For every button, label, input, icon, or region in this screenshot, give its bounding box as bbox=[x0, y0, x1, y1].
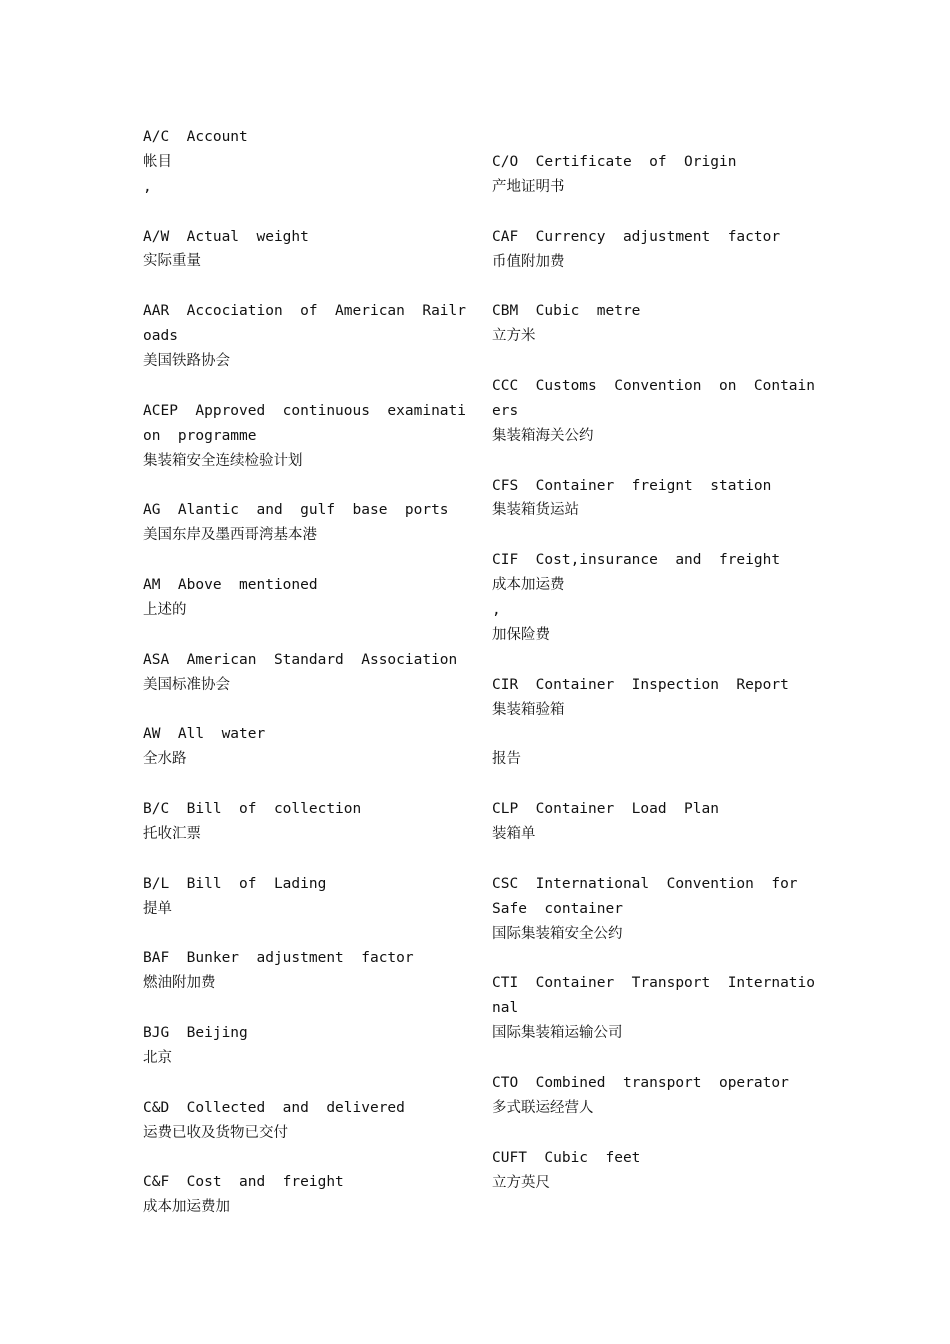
blank-line bbox=[143, 548, 473, 573]
glossary-line: 全水路 bbox=[143, 751, 187, 768]
glossary-line: 美国铁路协会 bbox=[143, 353, 230, 370]
glossary-line: 托收汇票 bbox=[143, 825, 201, 842]
glossary-line: C/O Certificate of Origin bbox=[492, 154, 737, 170]
glossary-line: 成本加运费 bbox=[492, 577, 565, 594]
blank-line bbox=[492, 523, 812, 548]
left-glossary-column bbox=[143, 125, 473, 1220]
glossary-line: BAF Bunker adjustment factor bbox=[143, 950, 414, 967]
glossary-line: AG Alantic and gulf base ports bbox=[143, 502, 449, 519]
glossary-line: C&F Cost and freight bbox=[143, 1174, 344, 1191]
glossary-line: CCC Customs Convention on Contain bbox=[492, 378, 816, 395]
glossary-line: , bbox=[143, 178, 152, 195]
glossary-line: ASA American Standard Association bbox=[143, 651, 458, 668]
glossary-line: 提单 bbox=[143, 900, 172, 917]
blank-line bbox=[143, 1071, 473, 1096]
blank-line bbox=[492, 648, 812, 673]
blank-line bbox=[143, 996, 473, 1021]
glossary-line: 美国标准协会 bbox=[143, 676, 230, 693]
glossary-line: 集装箱验箱 bbox=[492, 701, 565, 718]
glossary-line: CTO Combined transport operator bbox=[492, 1074, 789, 1091]
blank-line bbox=[492, 274, 812, 299]
glossary-line: 成本加运费加 bbox=[143, 1199, 230, 1216]
blank-line bbox=[492, 449, 812, 474]
blank-line bbox=[143, 374, 473, 399]
glossary-line: CSC International Convention for bbox=[492, 875, 798, 892]
blank-line bbox=[143, 922, 473, 947]
glossary-line: 加保险费 bbox=[492, 626, 550, 643]
glossary-line: 国际集装箱运输公司 bbox=[492, 1025, 623, 1042]
glossary-line: 上述的 bbox=[143, 601, 187, 618]
glossary-line: ers bbox=[492, 402, 519, 419]
glossary-line: AW All water bbox=[143, 726, 266, 743]
glossary-line: 币值附加费 bbox=[492, 253, 565, 270]
glossary-line: AM Above mentioned bbox=[143, 577, 318, 594]
blank-line bbox=[143, 274, 473, 299]
glossary-line: oads bbox=[143, 328, 178, 345]
blank-line bbox=[492, 349, 812, 374]
glossary-line: 立方米 bbox=[492, 328, 536, 345]
glossary-line: CIR Container Inspection Report bbox=[492, 676, 789, 693]
glossary-line: 立方英尺 bbox=[492, 1174, 550, 1191]
glossary-line: CLP Container Load Plan bbox=[492, 801, 719, 818]
glossary-line: 产地证明书 bbox=[492, 178, 565, 195]
glossary-line: A/W Actual weight bbox=[143, 228, 309, 245]
glossary-line: CIF Cost,insurance and freight bbox=[492, 552, 781, 569]
glossary-line: CAF Currency adjustment factor bbox=[492, 228, 781, 245]
glossary-line: on programme bbox=[143, 427, 257, 444]
glossary-line: CFS Container freignt station bbox=[492, 477, 772, 494]
blank-line bbox=[492, 1046, 812, 1071]
right-glossary-column bbox=[492, 150, 816, 1195]
blank-line bbox=[492, 1121, 812, 1146]
glossary-line: 装箱单 bbox=[492, 826, 536, 843]
glossary-line: 实际重量 bbox=[143, 253, 201, 270]
blank-line bbox=[492, 947, 812, 972]
glossary-line: ACEP Approved continuous examinati bbox=[143, 402, 467, 419]
blank-line bbox=[492, 722, 812, 747]
blank-line bbox=[143, 772, 473, 797]
glossary-line: 国际集装箱安全公约 bbox=[492, 925, 623, 942]
glossary-line: 集装箱海关公约 bbox=[492, 427, 594, 444]
glossary-line: , bbox=[492, 602, 501, 619]
blank-line bbox=[143, 623, 473, 648]
blank-line bbox=[492, 200, 812, 225]
glossary-line: B/C Bill of collection bbox=[143, 801, 362, 818]
blank-line bbox=[143, 1146, 473, 1171]
glossary-line: B/L Bill of Lading bbox=[143, 875, 327, 892]
blank-line bbox=[143, 200, 473, 225]
glossary-line: 集装箱货运站 bbox=[492, 502, 579, 519]
glossary-line: CTI Container Transport Internatio bbox=[492, 975, 816, 992]
glossary-line: C&D Collected and delivered bbox=[143, 1099, 405, 1116]
glossary-line: A/C Account bbox=[143, 129, 248, 145]
glossary-line: 帐目 bbox=[143, 153, 172, 170]
blank-line bbox=[143, 473, 473, 498]
glossary-line: CBM Cubic metre bbox=[492, 303, 641, 320]
glossary-line: Safe container bbox=[492, 900, 623, 917]
glossary-line: CUFT Cubic feet bbox=[492, 1149, 641, 1166]
glossary-line: 北京 bbox=[143, 1049, 172, 1066]
glossary-line: nal bbox=[492, 1000, 519, 1017]
blank-line bbox=[492, 772, 812, 797]
blank-line bbox=[492, 847, 812, 872]
glossary-line: AAR Accociation of American Railr bbox=[143, 303, 467, 320]
glossary-line: 燃油附加费 bbox=[143, 975, 216, 992]
glossary-line: BJG Beijing bbox=[143, 1025, 248, 1042]
glossary-line: 多式联运经营人 bbox=[492, 1099, 594, 1116]
glossary-line: 美国东岸及墨西哥湾基本港 bbox=[143, 527, 317, 544]
blank-line bbox=[143, 847, 473, 872]
glossary-line: 集装箱安全连续检验计划 bbox=[143, 452, 303, 469]
blank-line bbox=[143, 697, 473, 722]
glossary-line: 报告 bbox=[492, 751, 521, 768]
glossary-line: 运费已收及货物已交付 bbox=[143, 1124, 288, 1141]
